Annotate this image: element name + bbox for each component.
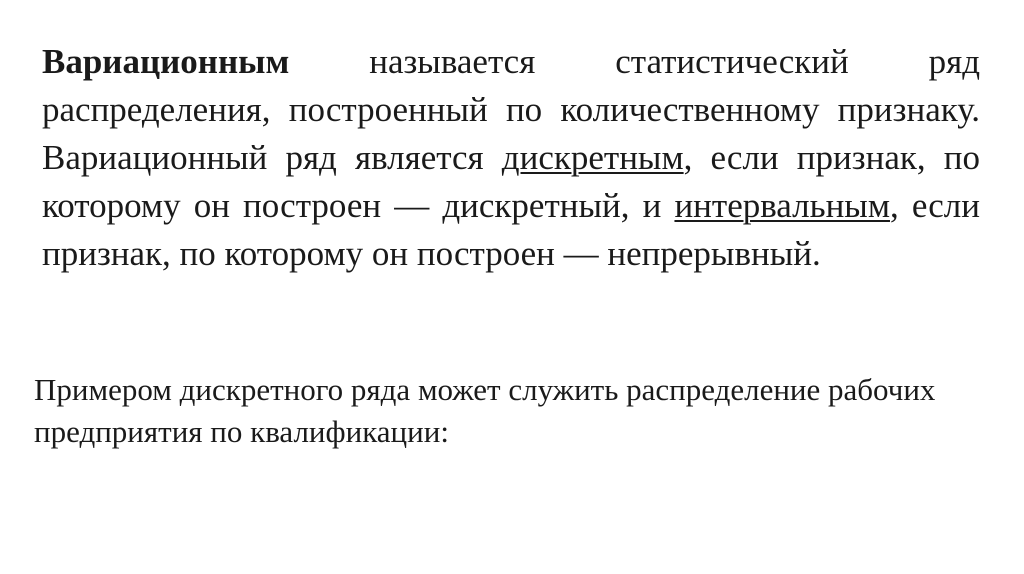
definition-text-2: , если признак, по которому он построен — дискретный, и (42, 138, 980, 225)
definition-paragraph (42, 38, 980, 278)
term-discrete: дискретным (501, 138, 684, 177)
example-paragraph: Примером дискретного ряда может служить распределение рабочих предприятия по квалификации: (34, 372, 936, 449)
term-variational: Вариационным (42, 42, 290, 81)
term-interval: интервальным (674, 186, 890, 225)
definition-text-1: называется статистический ряд распределения, построенный по количественному признаку. Вариационный ряд является (42, 42, 980, 177)
definition-text-3: , если признак, по которому он построен — непрерывный. (42, 186, 980, 273)
